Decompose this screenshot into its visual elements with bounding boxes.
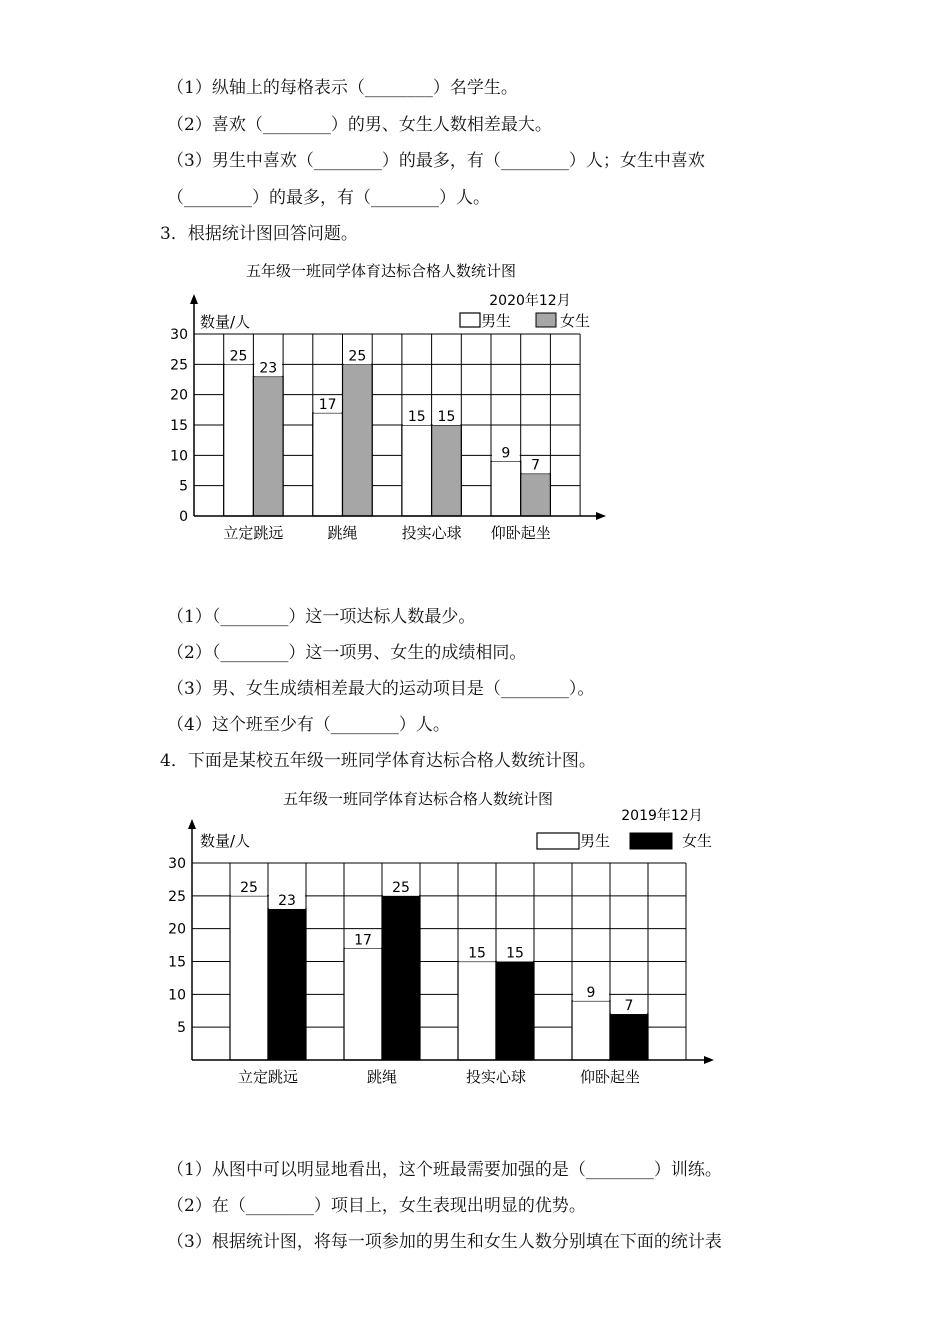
data-label: 15 xyxy=(506,945,524,962)
question-line-2: （2）喜欢（________）的男、女生人数相差最大。 xyxy=(167,115,552,135)
bar-girls xyxy=(496,962,534,1061)
question-line-1: （1）纵轴上的每格表示（________）名学生。 xyxy=(167,78,518,98)
chart-2019 xyxy=(150,780,730,1100)
data-label: 9 xyxy=(586,984,596,1001)
x-tick-label: 仰卧起坐 xyxy=(490,524,551,542)
y-tick-label: 15 xyxy=(168,954,186,971)
legend-swatch-boys xyxy=(460,313,480,327)
bar-boys xyxy=(572,1001,610,1060)
data-label: 9 xyxy=(501,445,511,462)
bar-boys xyxy=(313,413,343,516)
y-tick-label: 10 xyxy=(168,987,186,1004)
data-label: 25 xyxy=(240,879,258,896)
data-label: 15 xyxy=(468,945,486,962)
bar-boys xyxy=(344,948,382,1060)
bar-girls xyxy=(253,376,283,516)
y-tick-label: 5 xyxy=(177,1020,186,1037)
y-tick-label: 30 xyxy=(170,327,188,343)
y-tick-label: 5 xyxy=(179,478,188,495)
data-label: 17 xyxy=(354,932,372,949)
bar-boys xyxy=(230,896,268,1060)
data-label: 7 xyxy=(624,998,634,1015)
legend-swatch-boys xyxy=(537,833,579,849)
data-label: 15 xyxy=(437,409,456,425)
x-tick-label: 仰卧起坐 xyxy=(579,1068,641,1086)
q4-question-1: （1）从图中可以明显地看出，这个班最需要加强的是（________）训练。 xyxy=(167,1160,722,1180)
question-line-3: （3）男生中喜欢（________）的最多，有（________）人；女生中喜欢 xyxy=(167,151,705,171)
bar-girls xyxy=(343,364,373,516)
chart-title: 五年级一班同学体育达标合格人数统计图 xyxy=(245,262,517,280)
x-tick-label: 投实心球 xyxy=(465,1068,527,1086)
x-tick-label: 跳绳 xyxy=(327,524,358,542)
y-axis-label: 数量/人 xyxy=(200,832,251,850)
bar-boys xyxy=(458,962,496,1061)
data-label: 17 xyxy=(318,396,337,413)
x-tick-label: 跳绳 xyxy=(366,1068,398,1086)
x-axis-arrow xyxy=(596,512,606,520)
data-label: 25 xyxy=(229,348,248,365)
bar-girls xyxy=(521,474,551,516)
x-tick-label: 立定跳远 xyxy=(237,1068,299,1086)
q3-question-4: （4）这个班至少有（________）人。 xyxy=(167,715,450,735)
y-tick-label: 20 xyxy=(170,387,188,404)
x-tick-label: 立定跳远 xyxy=(223,524,284,542)
legend-label-girls: 女生 xyxy=(560,312,591,330)
data-label: 7 xyxy=(531,457,541,474)
legend-label-boys: 男生 xyxy=(580,832,611,850)
data-label: 25 xyxy=(348,348,367,365)
q4-question-3: （3）根据统计图，将每一项参加的男生和女生人数分别填在下面的统计表 xyxy=(167,1232,722,1252)
question-line-4: （________）的最多，有（________）人。 xyxy=(167,188,490,208)
q4-question-2: （2）在（________）项目上，女生表现出明显的优势。 xyxy=(167,1196,586,1216)
y-tick-label: 25 xyxy=(168,888,186,905)
y-tick-label: 30 xyxy=(168,856,186,872)
data-label: 23 xyxy=(259,360,278,377)
x-axis-arrow xyxy=(704,1056,714,1064)
chart-date: 2020年12月 xyxy=(489,293,571,309)
y-tick-label: 20 xyxy=(168,921,186,938)
bar-boys xyxy=(491,461,521,516)
section-3-heading: 3．根据统计图回答问题。 xyxy=(160,224,358,244)
bar-girls xyxy=(432,425,462,516)
q3-question-1: （1）（________）这一项达标人数最少。 xyxy=(167,607,476,627)
y-axis-arrow xyxy=(188,819,196,829)
y-tick-label: 0 xyxy=(179,509,188,525)
legend-label-girls: 女生 xyxy=(682,832,713,850)
y-tick-label: 10 xyxy=(170,448,188,465)
bar-boys xyxy=(402,425,432,516)
legend-swatch-girls xyxy=(536,313,556,327)
bar-boys xyxy=(224,364,254,516)
x-tick-label: 投实心球 xyxy=(401,524,462,542)
data-label: 25 xyxy=(392,879,410,896)
chart-2020 xyxy=(150,255,630,555)
bar-girls xyxy=(382,896,420,1060)
q3-question-3: （3）男、女生成绩相差最大的运动项目是（________）。 xyxy=(167,679,595,699)
y-tick-label: 15 xyxy=(170,418,188,434)
bar-girls xyxy=(610,1014,648,1060)
data-label: 15 xyxy=(407,409,426,425)
chart-title: 五年级一班同学体育达标合格人数统计图 xyxy=(282,790,554,808)
bar-girls xyxy=(268,909,306,1060)
q3-question-2: （2）（________）这一项男、女生的成绩相同。 xyxy=(167,643,527,663)
legend-label-boys: 男生 xyxy=(481,312,512,330)
y-axis-label: 数量/人 xyxy=(200,313,251,331)
legend-swatch-girls xyxy=(630,833,672,849)
y-axis-arrow xyxy=(190,294,198,304)
chart-date: 2019年12月 xyxy=(621,808,703,824)
data-label: 23 xyxy=(278,892,296,909)
section-4-heading: 4．下面是某校五年级一班同学体育达标合格人数统计图。 xyxy=(160,751,596,771)
y-tick-label: 25 xyxy=(170,357,188,374)
